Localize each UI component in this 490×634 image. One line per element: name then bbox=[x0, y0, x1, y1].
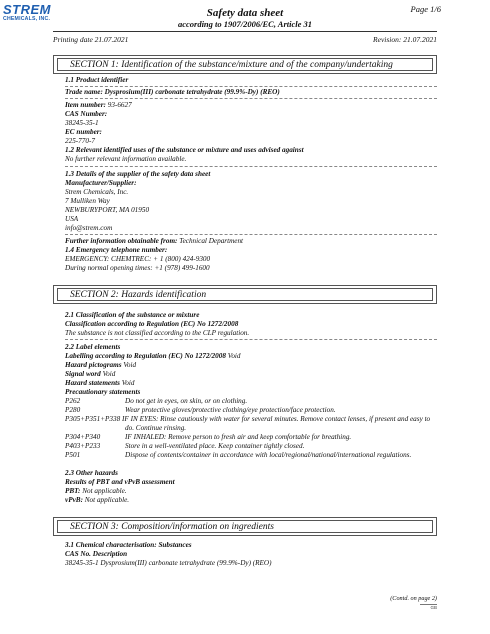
language-code: GB bbox=[420, 604, 437, 610]
emergency-number: EMERGENCY: CHEMTREC: + 1 (800) 424-9300 bbox=[65, 255, 211, 263]
page-number: Page 1/6 bbox=[410, 4, 441, 14]
precaution-text: Wear protective gloves/protective clothing/eye protection/face protection. bbox=[125, 406, 336, 414]
logo-wordmark: STREM bbox=[3, 2, 51, 17]
divider bbox=[65, 86, 437, 87]
labelling-label: Labelling according to Regulation (EC) No 1272/2008 bbox=[65, 352, 226, 360]
vpvb-value: Not applicable. bbox=[84, 496, 130, 504]
precaution-text: Dispose of contents/container in accordance with local/regional/national/international regulations. bbox=[125, 451, 412, 459]
item-number-label: Item number: bbox=[65, 101, 106, 109]
continued-note: (Contd. on page 2) bbox=[390, 595, 437, 602]
label-elements-heading: 2.2 Label elements bbox=[65, 343, 121, 351]
trade-name-row bbox=[65, 88, 437, 97]
section2-header bbox=[53, 285, 437, 304]
document-title: Safety data sheet bbox=[206, 7, 284, 19]
address-line: USA bbox=[65, 215, 79, 223]
precaution-text: Store in a well-ventilated place. Keep container tightly closed. bbox=[125, 442, 305, 450]
precaution-row bbox=[65, 415, 437, 432]
precaution-text: IF INHALED: Remove person to fresh air and keep comfortable for breathing. bbox=[125, 433, 352, 441]
document-subtitle: according to 1907/2006/EC, Article 31 bbox=[177, 19, 313, 29]
precaution-code: P501 bbox=[65, 451, 81, 459]
divider bbox=[65, 339, 437, 340]
precaution-row bbox=[65, 433, 437, 442]
cas-number-label: CAS Number: bbox=[65, 110, 108, 118]
classification-heading: 2.1 Classification of the substance or mixture bbox=[65, 311, 200, 319]
pictograms-row bbox=[65, 361, 437, 370]
hazard-statements-row bbox=[65, 379, 437, 388]
precaution-code: P403+P233 bbox=[65, 442, 101, 450]
precaution-text: Do not get in eyes, on skin, or on clothing. bbox=[125, 397, 248, 405]
header-divider bbox=[53, 31, 437, 32]
vpvb-label: vPvB: bbox=[65, 496, 83, 504]
ingredient-entry: 38245-35-1 Dysprosium(III) carbonate tetrahydrate (99.9%-Dy) (REO) bbox=[65, 559, 272, 567]
precaution-code: P262 bbox=[65, 397, 81, 405]
further-info-label: Further information obtainable from: bbox=[65, 237, 178, 245]
email-address: info@strem.com bbox=[65, 224, 113, 232]
precaution-row bbox=[65, 406, 437, 415]
divider bbox=[65, 234, 437, 235]
further-info-row bbox=[65, 237, 437, 246]
labelling-row bbox=[65, 352, 437, 361]
hazard-statements-label: Hazard statements bbox=[65, 379, 120, 387]
precaution-row bbox=[65, 397, 437, 406]
section1-title: SECTION 1: Identification of the substance/mixture and of the company/undertaking bbox=[57, 58, 433, 71]
trade-name-label: Trade name: bbox=[65, 88, 103, 96]
signal-word-row bbox=[65, 370, 437, 379]
labelling-value: Void bbox=[227, 352, 241, 360]
pictograms-value: Void bbox=[123, 361, 137, 369]
item-number-value: 93-6627 bbox=[107, 101, 132, 109]
signal-word-value: Void bbox=[102, 370, 116, 378]
ec-number-label: EC number: bbox=[65, 128, 102, 136]
revision-date: Revision: 21.07.2021 bbox=[373, 35, 437, 44]
further-info-value: Technical Department bbox=[179, 237, 244, 245]
precautionary-label: Precautionary statements bbox=[65, 388, 141, 396]
precaution-code: P304+P340 bbox=[65, 433, 101, 441]
precaution-text: IF IN EYES: Rinse cautiously with water for several minutes. Remove contact lenses, if present and easy to do. Continue rinsing. bbox=[122, 415, 431, 432]
pbt-label: PBT: bbox=[65, 487, 81, 495]
ec-number-value: 225-770-7 bbox=[65, 137, 95, 145]
printing-date: Printing date 21.07.2021 bbox=[53, 35, 129, 44]
item-number-row bbox=[65, 101, 437, 110]
classification-regulation: Classification according to Regulation (EC) No 1272/2008 bbox=[65, 320, 239, 328]
characterisation-heading: 3.1 Chemical characterisation: Substances bbox=[65, 541, 192, 549]
emergency-heading: 1.4 Emergency telephone number: bbox=[65, 246, 168, 254]
pbt-heading: Results of PBT and vPvB assessment bbox=[65, 478, 175, 486]
logo-subtitle: CHEMICALS, INC. bbox=[3, 16, 51, 22]
signal-word-label: Signal word bbox=[65, 370, 101, 378]
address-line: Strem Chemicals, Inc. bbox=[65, 188, 129, 196]
precaution-row bbox=[65, 442, 437, 451]
opening-times: During normal opening times: +1 (978) 499-1600 bbox=[65, 264, 210, 272]
product-identifier-heading: 1.1 Product identifier bbox=[65, 76, 129, 84]
address-line: 7 Mulliken Way bbox=[65, 197, 110, 205]
trade-name-value: Dysprosium(III) carbonate tetrahydrate (99.9%-Dy) (REO) bbox=[104, 88, 280, 96]
cas-description-header: CAS No. Description bbox=[65, 550, 128, 558]
precaution-code: P280 bbox=[65, 406, 81, 414]
section1-header bbox=[53, 55, 437, 74]
pictograms-label: Hazard pictograms bbox=[65, 361, 122, 369]
vpvb-row bbox=[65, 496, 437, 505]
pbt-row bbox=[65, 487, 437, 496]
classification-text: The substance is not classified according to the CLP regulation. bbox=[65, 329, 250, 337]
other-hazards-heading: 2.3 Other hazards bbox=[65, 469, 118, 477]
section2-title: SECTION 2: Hazards identification bbox=[57, 288, 433, 301]
hazard-statements-value: Void bbox=[121, 379, 135, 387]
uses-heading: 1.2 Relevant identified uses of the substance or mixture and uses advised against bbox=[65, 146, 304, 154]
uses-text: No further relevant information available. bbox=[65, 155, 187, 163]
divider bbox=[65, 166, 437, 167]
manufacturer-label: Manufacturer/Supplier: bbox=[65, 179, 137, 187]
cas-number-value: 38245-35-1 bbox=[65, 119, 99, 127]
section3-title: SECTION 3: Composition/information on ingredients bbox=[57, 520, 433, 533]
divider bbox=[65, 98, 437, 99]
section3-header bbox=[53, 517, 437, 536]
precaution-code: P305+P351+P338 bbox=[65, 415, 121, 423]
address-line: NEWBURYPORT, MA 01950 bbox=[65, 206, 150, 214]
supplier-heading: 1.3 Details of the supplier of the safety data sheet bbox=[65, 170, 211, 178]
pbt-value: Not applicable. bbox=[82, 487, 127, 495]
precaution-row bbox=[65, 451, 437, 460]
